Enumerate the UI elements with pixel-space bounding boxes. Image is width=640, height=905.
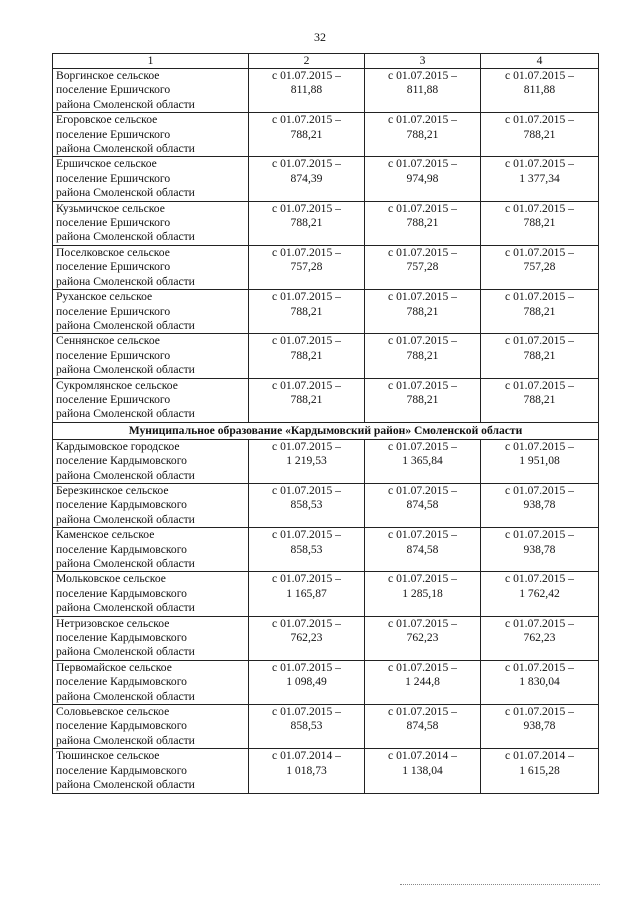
- cell-line: с 01.07.2015 –: [388, 660, 457, 674]
- cell-line: с 01.07.2015 –: [272, 334, 341, 348]
- cell-line: 788,21: [523, 348, 556, 362]
- cell-line: с 01.07.2015 –: [272, 439, 341, 453]
- cell-line: 788,21: [290, 127, 323, 141]
- cell-line: с 01.07.2015 –: [272, 245, 341, 259]
- cell-line: поселение Кардымовского: [56, 719, 187, 733]
- cell-line: 757,28: [523, 260, 556, 274]
- tariff-value-cell: [249, 660, 365, 704]
- cell-line: 788,21: [406, 348, 439, 362]
- cell-line: 811,88: [290, 83, 323, 97]
- tariff-value-cell: [249, 113, 365, 157]
- cell-line: поселение Ершичского: [56, 304, 171, 318]
- settlement-name-cell: [53, 660, 249, 704]
- table-row: [53, 290, 599, 334]
- cell-line: Соловьевское сельское: [56, 705, 170, 719]
- cell-line: 938,78: [523, 542, 556, 556]
- tariff-value-cell: [365, 705, 481, 749]
- cell-line: 788,21: [406, 392, 439, 406]
- cell-line: Первомайское сельское: [56, 660, 172, 674]
- table-row: [53, 705, 599, 749]
- cell-line: поселение Кардымовского: [56, 542, 187, 556]
- cell-line: поселение Кардымовского: [56, 631, 187, 645]
- cell-line: с 01.07.2014 –: [388, 749, 457, 763]
- settlement-name-cell: [53, 572, 249, 616]
- cell-line: 788,21: [523, 304, 556, 318]
- tariff-value-cell: [365, 749, 481, 793]
- tariff-value-cell: [481, 572, 599, 616]
- cell-line: с 01.07.2015 –: [388, 528, 457, 542]
- cell-line: 788,21: [523, 392, 556, 406]
- cell-line: Егоровское сельское: [56, 113, 158, 127]
- tariff-value-cell: [365, 69, 481, 113]
- cell-line: с 01.07.2015 –: [388, 113, 457, 127]
- tariff-value-cell: [481, 69, 599, 113]
- cell-line: с 01.07.2015 –: [388, 201, 457, 215]
- tariff-value-cell: [249, 483, 365, 527]
- cell-line: с 01.07.2015 –: [272, 660, 341, 674]
- cell-line: поселение Кардымовского: [56, 763, 187, 777]
- cell-line: с 01.07.2015 –: [505, 528, 574, 542]
- cell-line: района Смоленской области: [56, 512, 195, 526]
- tariff-value-cell: [365, 157, 481, 201]
- cell-line: с 01.07.2015 –: [505, 69, 574, 82]
- cell-line: района Смоленской области: [56, 274, 195, 288]
- settlement-name-cell: [53, 113, 249, 157]
- cell-line: с 01.07.2015 –: [388, 334, 457, 348]
- cell-line: района Смоленской области: [56, 186, 195, 200]
- cell-line: 1 377,34: [519, 171, 560, 185]
- cell-line: 762,23: [523, 631, 556, 645]
- cell-line: с 01.07.2015 –: [505, 334, 574, 348]
- cell-line: района Смоленской области: [56, 601, 195, 615]
- settlement-name-cell: [53, 483, 249, 527]
- settlement-name-cell: [53, 616, 249, 660]
- cell-line: 788,21: [290, 392, 323, 406]
- cell-line: Ершичское сельское: [56, 157, 157, 171]
- cell-line: поселение Ершичского: [56, 83, 171, 97]
- cell-line: с 01.07.2015 –: [388, 157, 457, 171]
- cell-line: Кузьмичское сельское: [56, 201, 165, 215]
- cell-line: с 01.07.2015 –: [272, 572, 341, 586]
- cell-line: 1 365,84: [402, 454, 443, 468]
- cell-line: 1 762,42: [519, 586, 560, 600]
- cell-line: Каменское сельское: [56, 528, 155, 542]
- cell-line: района Смоленской области: [56, 407, 195, 421]
- table-row: [53, 660, 599, 704]
- cell-line: 811,88: [523, 83, 556, 97]
- cell-line: района Смоленской области: [56, 363, 195, 377]
- cell-line: поселение Кардымовского: [56, 498, 187, 512]
- cell-line: 762,23: [406, 631, 439, 645]
- cell-line: с 01.07.2015 –: [505, 705, 574, 719]
- cell-line: с 01.07.2015 –: [505, 290, 574, 304]
- tariff-value-cell: [365, 528, 481, 572]
- cell-line: 757,28: [406, 260, 439, 274]
- cell-line: 858,53: [290, 498, 323, 512]
- tariff-value-cell: [249, 245, 365, 289]
- cell-line: Тюшинское сельское: [56, 749, 160, 763]
- cell-line: 1 951,08: [519, 454, 560, 468]
- cell-line: с 01.07.2015 –: [272, 113, 341, 127]
- cell-line: 788,21: [406, 304, 439, 318]
- settlement-name-cell: [53, 69, 249, 113]
- cell-line: района Смоленской области: [56, 689, 195, 703]
- cell-line: района Смоленской области: [56, 230, 195, 244]
- settlement-name-cell: [53, 528, 249, 572]
- cell-line: с 01.07.2015 –: [272, 290, 341, 304]
- cell-line: 788,21: [290, 216, 323, 230]
- settlement-name-cell: [53, 749, 249, 793]
- cell-line: с 01.07.2015 –: [505, 201, 574, 215]
- cell-line: района Смоленской области: [56, 97, 195, 111]
- cell-line: с 01.07.2015 –: [388, 439, 457, 453]
- cell-line: 762,23: [290, 631, 323, 645]
- tariff-value-cell: [249, 378, 365, 422]
- cell-line: района Смоленской области: [56, 778, 195, 792]
- tariff-value-cell: [249, 69, 365, 113]
- cell-line: поселение Ершичского: [56, 127, 171, 141]
- tariff-value-cell: [365, 290, 481, 334]
- cell-line: с 01.07.2015 –: [505, 113, 574, 127]
- tariff-value-cell: [365, 113, 481, 157]
- cell-line: 1 830,04: [519, 675, 560, 689]
- cell-line: 1 138,04: [402, 763, 443, 777]
- tariff-value-cell: [365, 572, 481, 616]
- cell-line: поселение Кардымовского: [56, 586, 187, 600]
- table-row: [53, 378, 599, 422]
- cell-line: 1 219,53: [286, 454, 327, 468]
- cell-line: поселение Кардымовского: [56, 675, 187, 689]
- settlement-name-cell: [53, 201, 249, 245]
- cell-line: 1 244,8: [405, 675, 440, 689]
- cell-line: с 01.07.2015 –: [505, 616, 574, 630]
- cell-line: Поселковское сельское: [56, 245, 170, 259]
- tariff-value-cell: [249, 572, 365, 616]
- tariff-value-cell: [365, 660, 481, 704]
- tariff-value-cell: [481, 334, 599, 378]
- cell-line: с 01.07.2015 –: [388, 69, 457, 82]
- cell-line: с 01.07.2015 –: [272, 201, 341, 215]
- tariff-value-cell: [249, 616, 365, 660]
- cell-line: поселение Ершичского: [56, 171, 171, 185]
- cell-line: с 01.07.2014 –: [505, 749, 574, 763]
- tariff-value-cell: [249, 439, 365, 483]
- header-cell: 2: [249, 54, 365, 69]
- cell-line: с 01.07.2015 –: [505, 245, 574, 259]
- cell-line: с 01.07.2015 –: [388, 572, 457, 586]
- table-row: [53, 201, 599, 245]
- cell-line: поселение Ершичского: [56, 260, 171, 274]
- cell-line: с 01.07.2015 –: [505, 378, 574, 392]
- cell-line: Сеннянское сельское: [56, 334, 160, 348]
- cell-line: 874,58: [406, 498, 439, 512]
- tariff-value-cell: [481, 157, 599, 201]
- cell-line: 788,21: [406, 127, 439, 141]
- cell-line: с 01.07.2015 –: [388, 483, 457, 497]
- cell-line: района Смоленской области: [56, 733, 195, 747]
- cell-line: района Смоленской области: [56, 142, 195, 156]
- tariff-value-cell: [365, 201, 481, 245]
- tariff-value-cell: [481, 439, 599, 483]
- cell-line: Воргинское сельское: [56, 69, 160, 82]
- tariff-value-cell: [481, 201, 599, 245]
- settlement-name-cell: [53, 334, 249, 378]
- tariff-value-cell: [249, 528, 365, 572]
- cell-line: 874,39: [290, 171, 323, 185]
- tariff-value-cell: [249, 290, 365, 334]
- tariff-value-cell: [481, 378, 599, 422]
- settlement-name-cell: [53, 705, 249, 749]
- cell-line: с 01.07.2014 –: [272, 749, 341, 763]
- table-row: [53, 483, 599, 527]
- cell-line: 1 165,87: [286, 586, 327, 600]
- cell-line: с 01.07.2015 –: [505, 439, 574, 453]
- cell-line: 788,21: [290, 348, 323, 362]
- tariff-value-cell: [481, 245, 599, 289]
- tariff-value-cell: [481, 113, 599, 157]
- cell-line: с 01.07.2015 –: [272, 69, 341, 82]
- cell-line: 788,21: [290, 304, 323, 318]
- tariff-table: [52, 53, 599, 794]
- cell-line: с 01.07.2015 –: [272, 705, 341, 719]
- settlement-name-cell: [53, 157, 249, 201]
- cell-line: 1 018,73: [286, 763, 327, 777]
- tariff-value-cell: [249, 201, 365, 245]
- cell-line: с 01.07.2015 –: [272, 528, 341, 542]
- cell-line: с 01.07.2015 –: [272, 157, 341, 171]
- tariff-value-cell: [249, 157, 365, 201]
- cell-line: 974,98: [406, 171, 439, 185]
- cell-line: 1 285,18: [402, 586, 443, 600]
- tariff-value-cell: [365, 439, 481, 483]
- tariff-value-cell: [249, 749, 365, 793]
- table-row: [53, 528, 599, 572]
- tariff-value-cell: [481, 616, 599, 660]
- section-title: Муниципальное образование «Кардымовский район» Смоленской области: [53, 422, 599, 439]
- tariff-value-cell: [481, 483, 599, 527]
- cell-line: с 01.07.2015 –: [388, 245, 457, 259]
- cell-line: 811,88: [406, 83, 439, 97]
- table-row: [53, 157, 599, 201]
- cell-line: 858,53: [290, 719, 323, 733]
- section-row: [53, 422, 599, 439]
- page-number: 32: [314, 30, 326, 44]
- cell-line: с 01.07.2015 –: [505, 572, 574, 586]
- cell-line: 788,21: [406, 216, 439, 230]
- tariff-value-cell: [481, 528, 599, 572]
- table-row: [53, 334, 599, 378]
- cell-line: с 01.07.2015 –: [388, 378, 457, 392]
- tariff-value-cell: [481, 749, 599, 793]
- cell-line: района Смоленской области: [56, 557, 195, 570]
- header-row: [53, 54, 599, 69]
- cell-line: Сукромлянское сельское: [56, 378, 178, 392]
- tariff-value-cell: [365, 616, 481, 660]
- header-cell: 3: [365, 54, 481, 69]
- cell-line: поселение Ершичского: [56, 392, 171, 406]
- tariff-value-cell: [365, 378, 481, 422]
- cell-line: района Смоленской области: [56, 645, 195, 659]
- cell-line: 858,53: [290, 542, 323, 556]
- cell-line: района Смоленской области: [56, 468, 195, 482]
- tariff-value-cell: [249, 334, 365, 378]
- cell-line: 874,58: [406, 542, 439, 556]
- tariff-value-cell: [365, 334, 481, 378]
- cell-line: 938,78: [523, 498, 556, 512]
- cell-line: поселение Кардымовского: [56, 454, 187, 468]
- tariff-value-cell: [365, 483, 481, 527]
- cell-line: 788,21: [523, 216, 556, 230]
- settlement-name-cell: [53, 245, 249, 289]
- cell-line: 1 615,28: [519, 763, 560, 777]
- table-row: [53, 113, 599, 157]
- cell-line: 757,28: [290, 260, 323, 274]
- cell-line: Березкинское сельское: [56, 483, 169, 497]
- cell-line: с 01.07.2015 –: [388, 290, 457, 304]
- header-cell: 1: [53, 54, 249, 69]
- table-row: [53, 69, 599, 113]
- cell-line: с 01.07.2015 –: [272, 378, 341, 392]
- table-row: [53, 572, 599, 616]
- settlement-name-cell: [53, 378, 249, 422]
- cell-line: Руханское сельское: [56, 290, 153, 304]
- tariff-value-cell: [249, 705, 365, 749]
- cell-line: района Смоленской области: [56, 318, 195, 332]
- cell-line: поселение Ершичского: [56, 216, 171, 230]
- tariff-value-cell: [481, 290, 599, 334]
- cell-line: с 01.07.2015 –: [388, 616, 457, 630]
- settlement-name-cell: [53, 290, 249, 334]
- footer-line: [400, 884, 600, 885]
- cell-line: с 01.07.2015 –: [272, 616, 341, 630]
- cell-line: с 01.07.2015 –: [388, 705, 457, 719]
- cell-line: 938,78: [523, 719, 556, 733]
- cell-line: с 01.07.2015 –: [505, 483, 574, 497]
- cell-line: 874,58: [406, 719, 439, 733]
- table-row: [53, 439, 599, 483]
- tariff-value-cell: [481, 705, 599, 749]
- cell-line: с 01.07.2015 –: [505, 660, 574, 674]
- cell-line: Кардымовское городское: [56, 439, 180, 453]
- cell-line: с 01.07.2015 –: [505, 157, 574, 171]
- table-row: [53, 616, 599, 660]
- settlement-name-cell: [53, 439, 249, 483]
- cell-line: Мольковское сельское: [56, 572, 166, 586]
- table-row: [53, 749, 599, 793]
- cell-line: 1 098,49: [286, 675, 327, 689]
- header-cell: 4: [481, 54, 599, 69]
- tariff-value-cell: [481, 660, 599, 704]
- table-row: [53, 245, 599, 289]
- tariff-value-cell: [365, 245, 481, 289]
- cell-line: с 01.07.2015 –: [272, 483, 341, 497]
- cell-line: Нетризовское сельское: [56, 616, 170, 630]
- cell-line: 788,21: [523, 127, 556, 141]
- cell-line: поселение Ершичского: [56, 348, 171, 362]
